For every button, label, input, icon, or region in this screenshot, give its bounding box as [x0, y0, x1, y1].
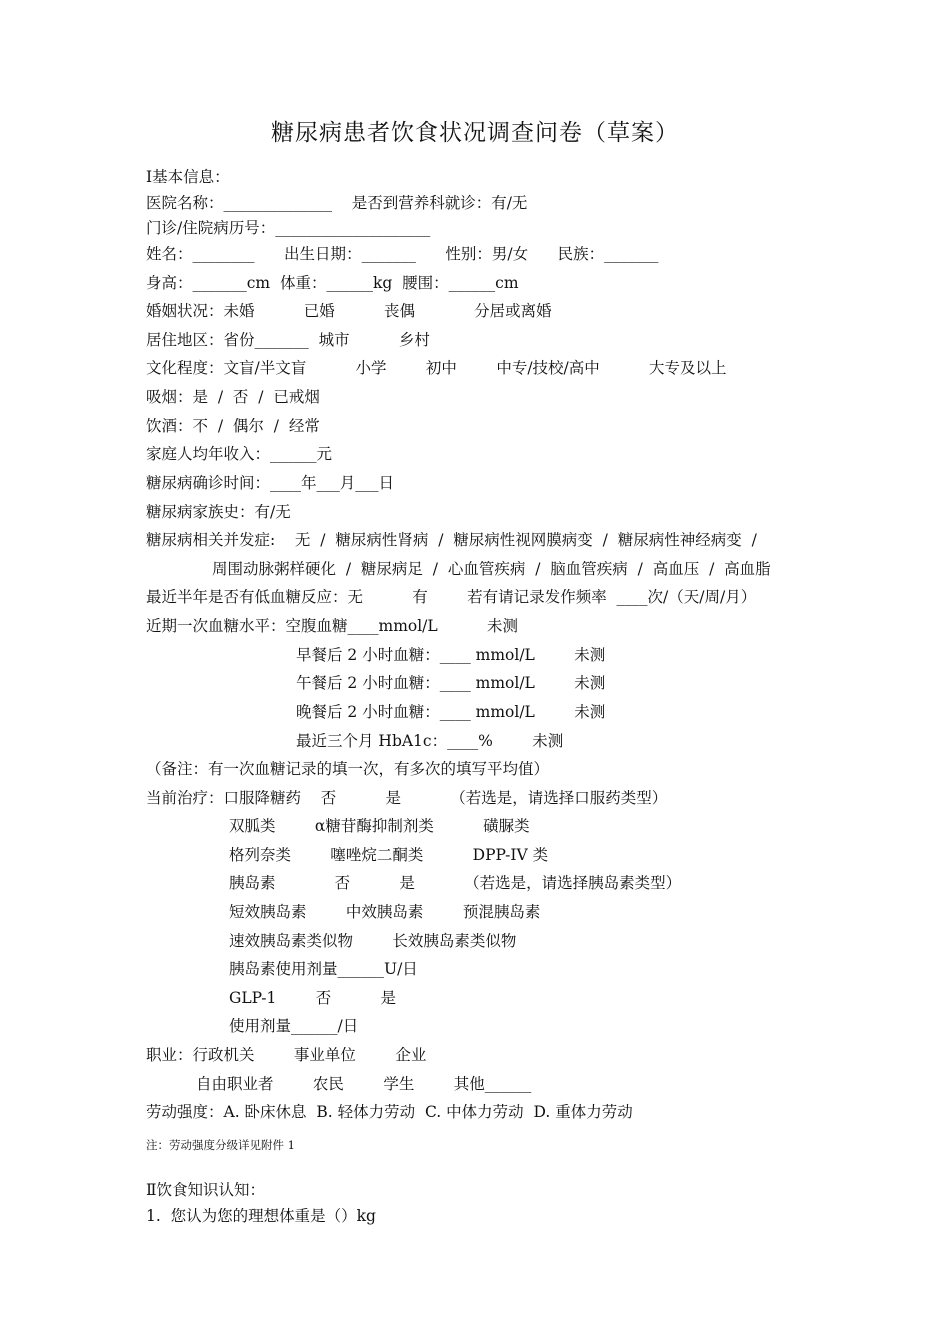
marital-status-line: 婚姻状况：未婚 已婚 丧偶 分居或离婚: [146, 302, 552, 320]
oral-drug-types-line-2: 格列奈类 噻唑烷二酮类 DPP-IV 类: [229, 846, 549, 864]
oral-drug-treatment-line: 当前治疗：口服降糖药 否 是 （若选是，请选择口服药类型）: [146, 789, 668, 807]
income-line: 家庭人均年收入：______元: [146, 445, 333, 463]
labor-intensity-line: 劳动强度：A. 卧床休息 B. 轻体力劳动 C. 中体力劳动 D. 重体力劳动: [146, 1103, 633, 1121]
medical-record-number-line: 门诊/住院病历号：____________________: [146, 219, 431, 237]
occupation-line-1: 职业：行政机关 事业单位 企业: [146, 1046, 427, 1064]
occupation-line-2: 自由职业者 农民 学生 其他______: [196, 1075, 532, 1093]
insulin-types-line-1: 短效胰岛素 中效胰岛素 预混胰岛素: [229, 903, 541, 921]
education-line: 文化程度：文盲/半文盲 小学 初中 中专/技校/高中 大专及以上: [146, 359, 727, 377]
glp1-line: GLP-1 否 是: [229, 989, 397, 1007]
diagnosis-date-line: 糖尿病确诊时间：____年___月___日: [146, 474, 395, 492]
insulin-treatment-line: 胰岛素 否 是 （若选是，请选择胰岛素类型）: [229, 874, 682, 892]
drinking-line: 饮酒：不 / 偶尔 / 经常: [146, 417, 320, 435]
complications-line-2: 周围动脉粥样硬化 / 糖尿病足 / 心血管疾病 / 脑血管疾病 / 高血压 / 高血脂: [212, 560, 771, 578]
name-birth-sex-ethnicity-line: 姓名：________ 出生日期：_______ 性别：男/女 民族：_______: [146, 245, 659, 263]
section-basic-info-heading: Ⅰ基本信息：: [146, 168, 230, 186]
glucose-remark-line: （备注：有一次血糖记录的填一次，有多次的填写平均值）: [146, 760, 550, 778]
page-title: 糖尿病患者饮食状况调查问卷（草案）: [271, 120, 679, 146]
fasting-glucose-line: 近期一次血糖水平：空腹血糖____mmol/L 未测: [146, 617, 518, 635]
hospital-name-line: 医院名称：______________ 是否到营养科就诊：有/无: [146, 194, 528, 212]
section-diet-knowledge-heading: Ⅱ饮食知识认知：: [146, 1181, 266, 1199]
complications-line-1: 糖尿病相关并发症: 无 / 糖尿病性肾病 / 糖尿病性视网膜病变 / 糖尿病性神经病变 /: [146, 531, 757, 549]
dinner-glucose-line: 晚餐后 2 小时血糖：____ mmol/L 未测: [296, 703, 606, 721]
insulin-dose-line: 胰岛素使用剂量______U/日: [229, 960, 418, 978]
hba1c-line: 最近三个月 HbA1c：____% 未测: [296, 732, 564, 750]
labor-intensity-note: 注：劳动强度分级详见附件 1: [146, 1138, 295, 1152]
smoking-line: 吸烟：是 / 否 / 已戒烟: [146, 388, 320, 406]
question-1-ideal-weight: 1. 您认为您的理想体重是（）kg: [146, 1207, 376, 1225]
glp1-dose-line: 使用剂量______/日: [229, 1017, 359, 1035]
residence-line: 居住地区：省份_______ 城市 乡村: [146, 331, 430, 349]
height-weight-waist-line: 身高：_______cm 体重：______kg 腰围：______cm: [146, 274, 519, 292]
breakfast-glucose-line: 早餐后 2 小时血糖：____ mmol/L 未测: [296, 646, 606, 664]
oral-drug-types-line-1: 双胍类 α糖苷酶抑制剂类 磺脲类: [229, 817, 530, 835]
family-history-line: 糖尿病家族史：有/无: [146, 503, 291, 521]
lunch-glucose-line: 午餐后 2 小时血糖：____ mmol/L 未测: [296, 674, 606, 692]
hypoglycemia-line: 最近半年是否有低血糖反应：无 有 若有请记录发作频率 ____次/（天/周/月）: [146, 588, 757, 606]
insulin-types-line-2: 速效胰岛素类似物 长效胰岛素类似物: [229, 932, 517, 950]
